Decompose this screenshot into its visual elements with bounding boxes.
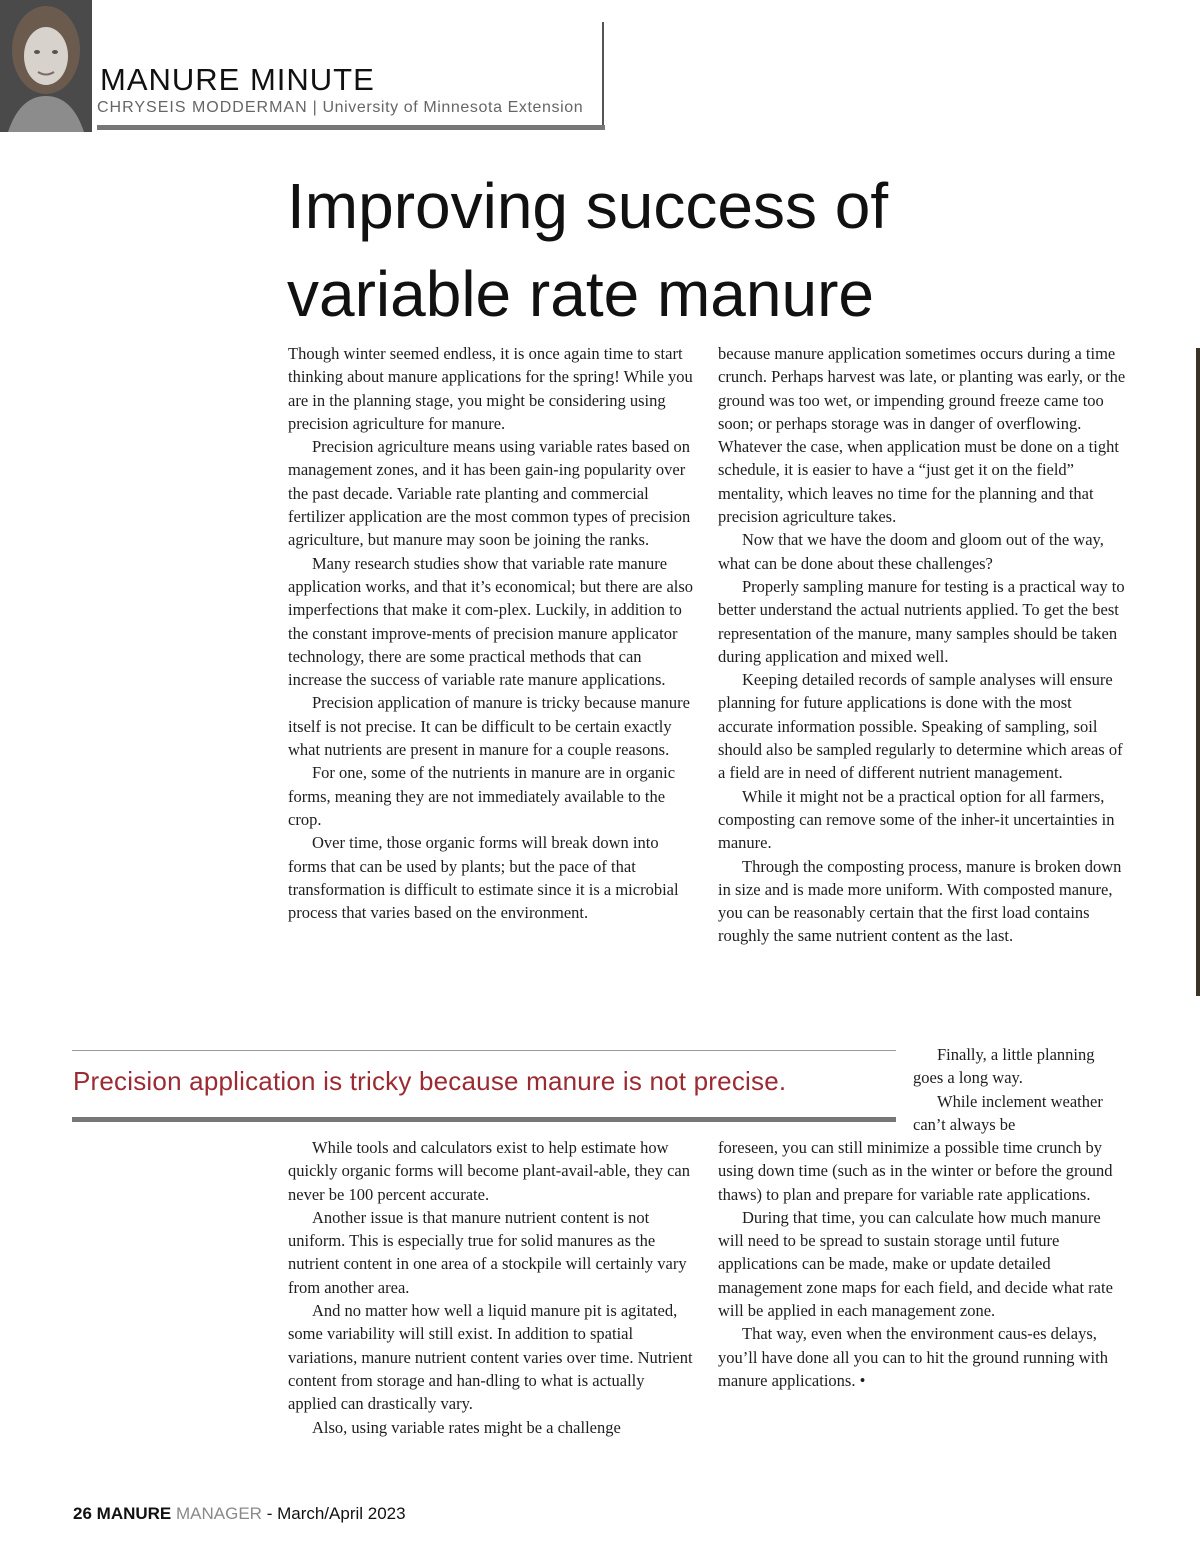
paragraph: And no matter how well a liquid manure pit is agitated, some variability will still exist. In addition to spatial variations, manure nutrient content varies over time. Nutrient content from storage and han-dling to what is actually applied can drastically vary. [288, 1301, 693, 1414]
magazine-brand-light: MANAGER [176, 1504, 262, 1523]
paragraph: Also, using variable rates might be a challenge [312, 1417, 621, 1437]
paragraph: Now that we have the doom and gloom out of the way, what can be done about these challenges? [718, 530, 1104, 573]
headline-line-2: variable rate manure [287, 258, 874, 330]
byline-separator: | [307, 99, 323, 116]
author-organization: University of Minnesota Extension [322, 99, 584, 116]
magazine-brand-bold: MANURE [96, 1504, 172, 1523]
paragraph: That way, even when the environment caus-es delays, you’ll have done all you can to hit the ground running with manure applications. • [718, 1324, 1108, 1390]
body-column-2-wrap [913, 1043, 1128, 1136]
byline [97, 99, 583, 117]
body-column-4 [718, 1136, 1128, 1392]
paragraph: Keeping detailed records of sample analyses will ensure planning for future applications is done with the most accurate information possible. Speaking of sampling, soil should also be sampled regularly to determine which areas of a field are in need of different nutrient management. [718, 670, 1123, 783]
paragraph: Through the composting process, manure is broken down in size and is made more uniform. With composted manure, you can be reasonably certain that the first load contains roughly the same nutrient content as the last. [718, 856, 1122, 946]
paragraph: Precision application of manure is tricky because manure itself is not precise. It can be difficult to be certain exactly what nutrients are present in manure for a couple reasons. [288, 693, 690, 760]
paragraph: Precision agriculture means using variable rates based on management zones, and it has been gain-ing popularity over the past decade. Variable rate planting and commercial fertilizer application are the most common types of precision agriculture, but manure may soon be joining the ranks. [288, 437, 691, 550]
paragraph: While it might not be a practical option for all farmers, composting can remove some of the inher-it uncertainties in manure. [718, 786, 1115, 853]
author-photo [0, 0, 92, 132]
page-number: 26 [73, 1504, 92, 1523]
pull-quote: Precision application is tricky because manure is not precise. [73, 1066, 787, 1096]
article-headline [287, 162, 1047, 338]
page-footer [73, 1504, 406, 1524]
page-edge-bleed [1196, 348, 1200, 996]
issue-date: - March/April 2023 [261, 1504, 406, 1523]
paragraph: Properly sampling manure for testing is a practical way to better understand the actual nutrients applied. To get the best representation of the manure, many samples should be taken during application and mixed well. [718, 576, 1125, 666]
paragraph: During that time, you can calculate how much manure will need to be spread to sustain storage until future applications can be made, make or update detailed management zone maps for each field, and decide what rate will be applied in each management zone. [718, 1207, 1113, 1321]
paragraph: Many research studies show that variable rate manure application works, and that it’s economical; but there are also imperfections that make it com-plex. Luckily, in addition to the constant improve-ments of precision manure applicator technology, there are some practical methods that can increase the success of variable rate manure applications. [288, 553, 694, 690]
paragraph: Over time, those organic forms will break down into forms that can be used by plants; but the pace of that transformation is difficult to estimate since it is a microbial process that varies based on the environment. [288, 833, 679, 923]
pull-quote-bottom-rule [72, 1117, 896, 1122]
paragraph: While tools and calculators exist to help estimate how quickly organic forms will become plant-avail-able, they can never be 100 percent accurate. [288, 1138, 690, 1204]
paragraph: While inclement weather can’t always be [913, 1091, 1103, 1134]
paragraph: For one, some of the nutrients in manure are in organic forms, meaning they are not immediately available to the crop. [288, 763, 676, 829]
body-column-2 [718, 342, 1128, 948]
paragraph: Finally, a little planning goes a long way. [913, 1045, 1095, 1088]
section-kicker: MANURE MINUTE [100, 62, 375, 97]
header-horizontal-rule [97, 125, 605, 130]
pull-quote-top-rule [72, 1050, 896, 1051]
paragraph: foreseen, you can still minimize a possible time crunch by using down time (such as in the winter or before the ground thaws) to plan and prepare for variable rate applications. [718, 1138, 1113, 1204]
headline-line-1: Improving success of [287, 170, 889, 242]
body-column-3 [288, 1136, 696, 1439]
paragraph: Though winter seemed endless, it is once again time to start thinking about manure applications for the spring! While you are in the planning stage, you might be considering using precision agriculture for manure. [288, 344, 693, 433]
author-name: CHRYSEIS MODDERMAN [97, 99, 308, 116]
body-column-1 [288, 342, 696, 924]
header-vertical-rule [602, 22, 604, 128]
paragraph: Another issue is that manure nutrient content is not uniform. This is especially true for solid manures as the nutrient content in one area of a stockpile will certainly vary from another area. [288, 1207, 687, 1297]
paragraph: because manure application sometimes occurs during a time crunch. Perhaps harvest was late, or planting was early, or the ground was too wet, or impending ground freeze came too soon; or perhaps storage was in danger of overflowing. Whatever the case, when application must be done on a tight schedule, it is easier to have a “just get it on the field” mentality, which leaves no time for the planning and that precision agriculture takes. [718, 344, 1126, 527]
